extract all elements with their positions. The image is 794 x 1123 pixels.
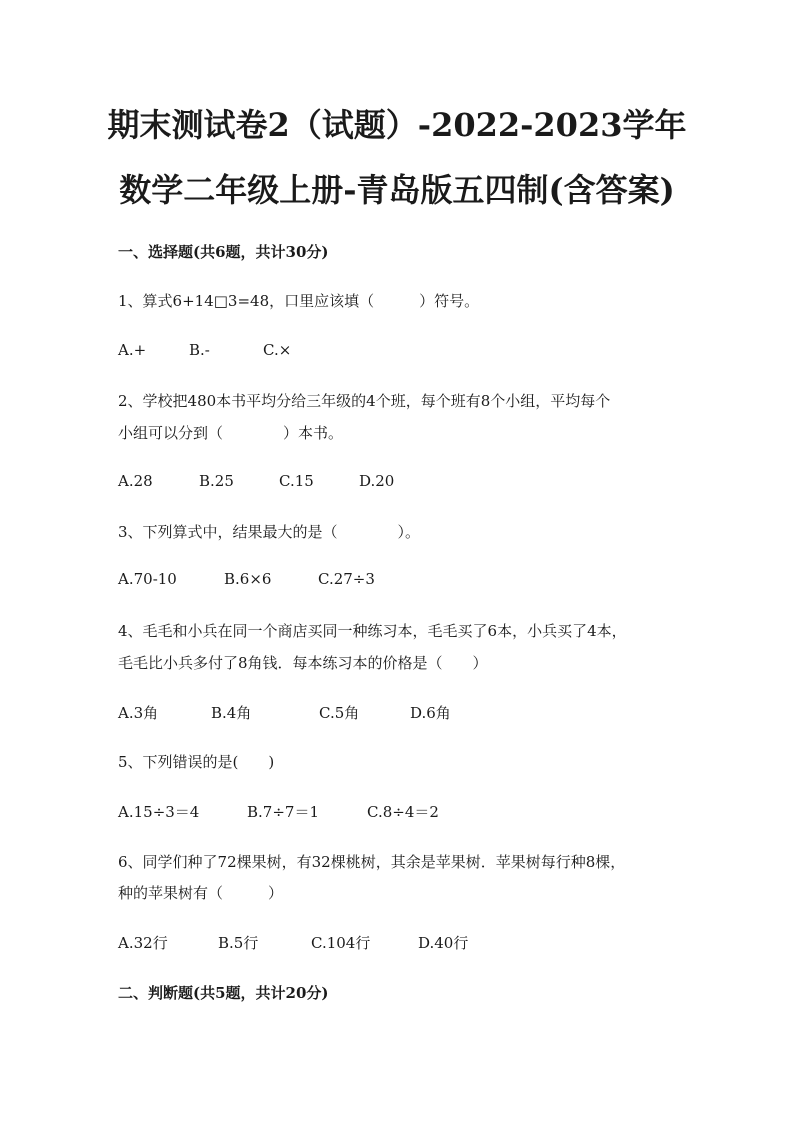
- question-2-option-d: D.20: [359, 472, 395, 490]
- question-6-text-line-2: 种的苹果树有（ ）: [118, 884, 284, 902]
- question-3-options: [118, 570, 718, 590]
- question-5-option-a: A.15÷3＝4: [118, 803, 200, 821]
- question-6-option-c: C.104行: [311, 934, 371, 952]
- question-2-option-a: A.28: [118, 472, 153, 490]
- question-5-options: [118, 801, 718, 821]
- question-3-option-a: A.70-10: [118, 570, 177, 588]
- question-5-text: 5、下列错误的是( ): [118, 753, 275, 771]
- question-4-options: [118, 702, 718, 722]
- question-1-options: [118, 341, 718, 361]
- document-title-line-1: 期末测试卷2（试题）-2022-2023学年: [107, 106, 687, 144]
- question-4-option-d: D.6角: [410, 704, 451, 722]
- question-3-text: 3、下列算式中，结果最大的是（ ）。: [118, 523, 421, 541]
- question-6-option-a: A.32行: [118, 934, 168, 952]
- question-6-option-d: D.40行: [418, 934, 469, 952]
- question-5-option-c: C.8÷4＝2: [367, 803, 439, 821]
- question-2-option-c: C.15: [279, 472, 314, 490]
- question-4-option-c: C.5角: [319, 704, 360, 722]
- question-6-option-b: B.5行: [218, 934, 259, 952]
- question-1-option-a: A.+: [118, 341, 147, 359]
- section-heading-choice: 一、选择题(共6题，共计30分): [118, 243, 329, 261]
- question-4-option-a: A.3角: [118, 704, 159, 722]
- question-6-text-line-1: 6、同学们种了72棵果树，有32棵桃树，其余是苹果树．苹果树每行种8棵，: [118, 853, 626, 871]
- question-2-options: [118, 472, 718, 492]
- question-2-option-b: B.25: [199, 472, 234, 490]
- question-2-text-line-1: 2、学校把480本书平均分给三年级的4个班，每个班有8个小组，平均每个: [118, 392, 611, 410]
- question-4-text-line-1: 4、毛毛和小兵在同一个商店买同一种练习本，毛毛买了6本，小兵买了4本，: [118, 622, 627, 640]
- section-heading-true-false: 二、判断题(共5题，共计20分): [118, 984, 329, 1002]
- question-3-option-b: B.6×6: [224, 570, 272, 588]
- question-1-option-b: B.-: [189, 341, 210, 359]
- question-2-text-line-2: 小组可以分到（ ）本书。: [118, 424, 344, 442]
- question-6-options: [118, 932, 718, 952]
- question-1-option-c: C.×: [263, 341, 292, 359]
- question-5-option-b: B.7÷7＝1: [247, 803, 319, 821]
- question-3-option-c: C.27÷3: [318, 570, 375, 588]
- document-title-line-2: 数学二年级上册-青岛版五四制(含答案): [119, 171, 675, 209]
- question-1-text: 1、算式6+14□3=48，口里应该填（ ）符号。: [118, 292, 480, 310]
- question-4-text-line-2: 毛毛比小兵多付了8角钱．每本练习本的价格是（ ）: [118, 654, 488, 672]
- question-4-option-b: B.4角: [211, 704, 252, 722]
